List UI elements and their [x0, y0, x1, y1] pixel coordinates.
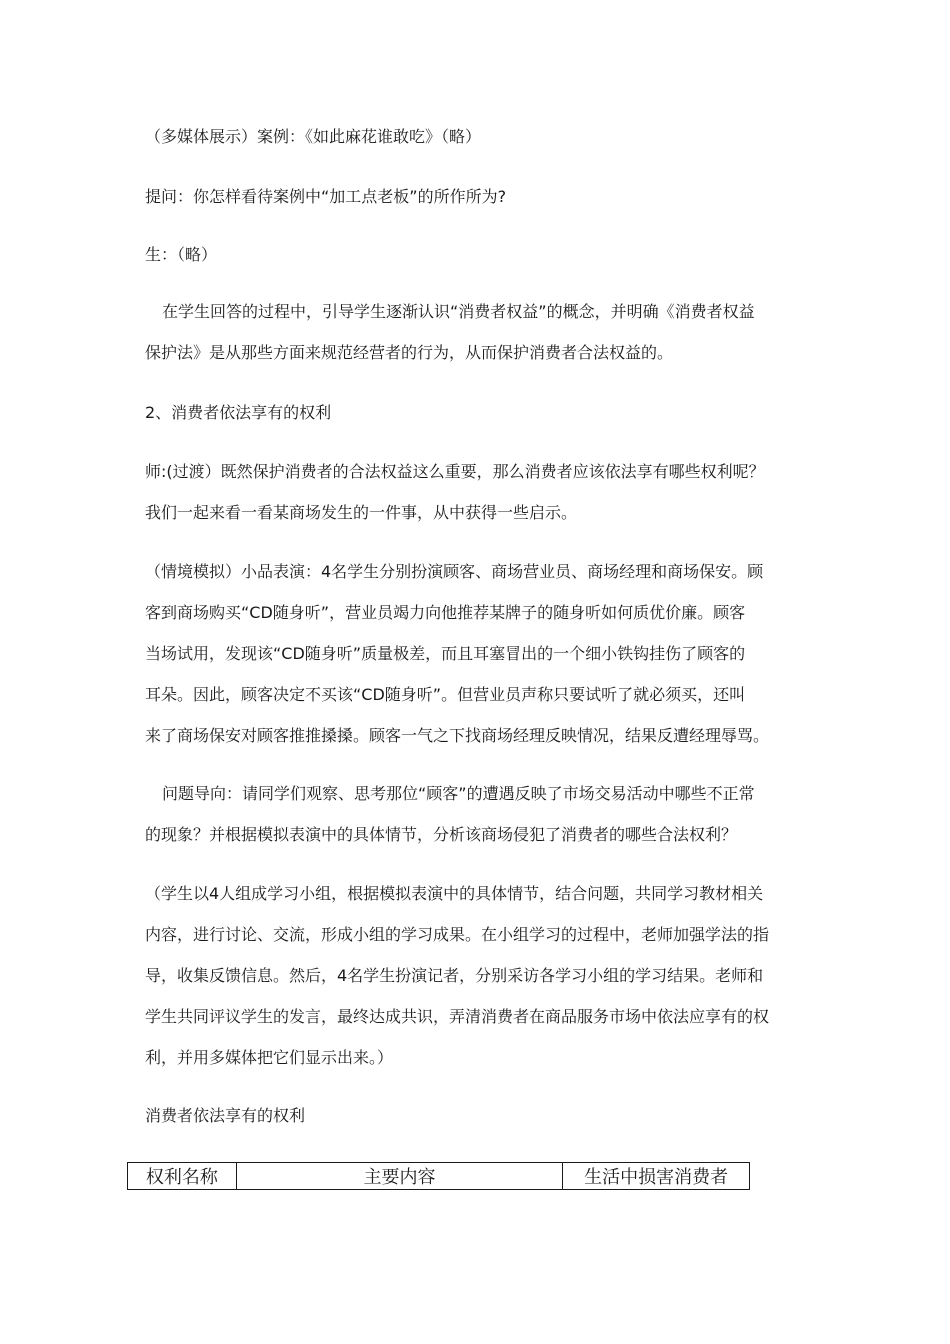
scenario-line-3: 当场试用，发现该“CD随身听”质量极差，而且耳塞冒出的一个细小铁钩挂伤了顾客的 [145, 644, 746, 663]
teacher-transition-line-1: 师:(过渡）既然保护消费者的合法权益这么重要，那么消费者应该依法享有哪些权利呢？ [145, 462, 765, 481]
section-heading-2: 2、消费者依法享有的权利 [145, 403, 332, 422]
header-violation-examples: 生活中损害消费者 [563, 1163, 750, 1190]
consumer-rights-table [127, 1162, 750, 1190]
scenario-line-1: （情境模拟）小品表演：4名学生分别扮演顾客、商场营业员、商场经理和商场保安。顾 [145, 562, 764, 581]
question-line: 提问：你怎样看待案例中“加工点老板”的所作所为? [145, 187, 507, 206]
group-study-line-2: 内容，进行讨论、交流，形成小组的学习成果。在小组学习的过程中，老师加强学法的指 [145, 925, 770, 944]
table-title: 消费者依法享有的权利 [145, 1106, 306, 1125]
group-study-line-3: 导，收集反馈信息。然后，4名学生扮演记者，分别采访各学习小组的学习结果。老师和 [145, 966, 764, 985]
student-answer-line: 生：（略） [145, 245, 218, 264]
header-main-content: 主要内容 [236, 1163, 562, 1190]
scenario-line-4: 耳朵。因此，顾客决定不买该“CD随身听”。但营业员声称只要试听了就必须买，还叫 [145, 685, 746, 704]
scenario-line-5: 来了商场保安对顾客推推搡搡。顾客一气之下找商场经理反映情况，结果反遭经理辱骂。 [145, 726, 770, 745]
group-study-line-5: 利，并用多媒体把它们显示出来。） [145, 1048, 394, 1067]
group-study-line-4: 学生共同评议学生的发言，最终达成共识，弄清消费者在商品服务市场中依法应享有的权 [145, 1007, 770, 1026]
scenario-line-2: 客到商场购买“CD随身听”，营业员竭力向他推荐某牌子的随身听如何质优价廉。顾客 [145, 603, 746, 622]
table-header-row [128, 1163, 750, 1190]
problem-guide-line-1: 问题导向：请同学们观察、思考那位“顾客”的遭遇反映了市场交易活动中哪些不正常 [162, 784, 755, 803]
guidance-paragraph-line-1: 在学生回答的过程中，引导学生逐渐认识“消费者权益”的概念，并明确《消费者权益 [162, 302, 755, 321]
group-study-line-1: （学生以4人组成学习小组，根据模拟表演中的具体情节，结合问题，共同学习教材相关 [145, 884, 764, 903]
problem-guide-line-2: 的现象？并根据模拟表演中的具体情节，分析该商场侵犯了消费者的哪些合法权利？ [145, 825, 738, 844]
teacher-transition-line-2: 我们一起来看一看某商场发生的一件事，从中获得一些启示。 [145, 503, 578, 522]
media-case-line: （多媒体展示）案例：《如此麻花谁敢吃》（略） [145, 127, 482, 146]
header-right-name: 权利名称 [128, 1163, 237, 1190]
guidance-paragraph-line-2: 保护法》是从那些方面来规范经营者的行为，从而保护消费者合法权益的。 [145, 343, 674, 362]
